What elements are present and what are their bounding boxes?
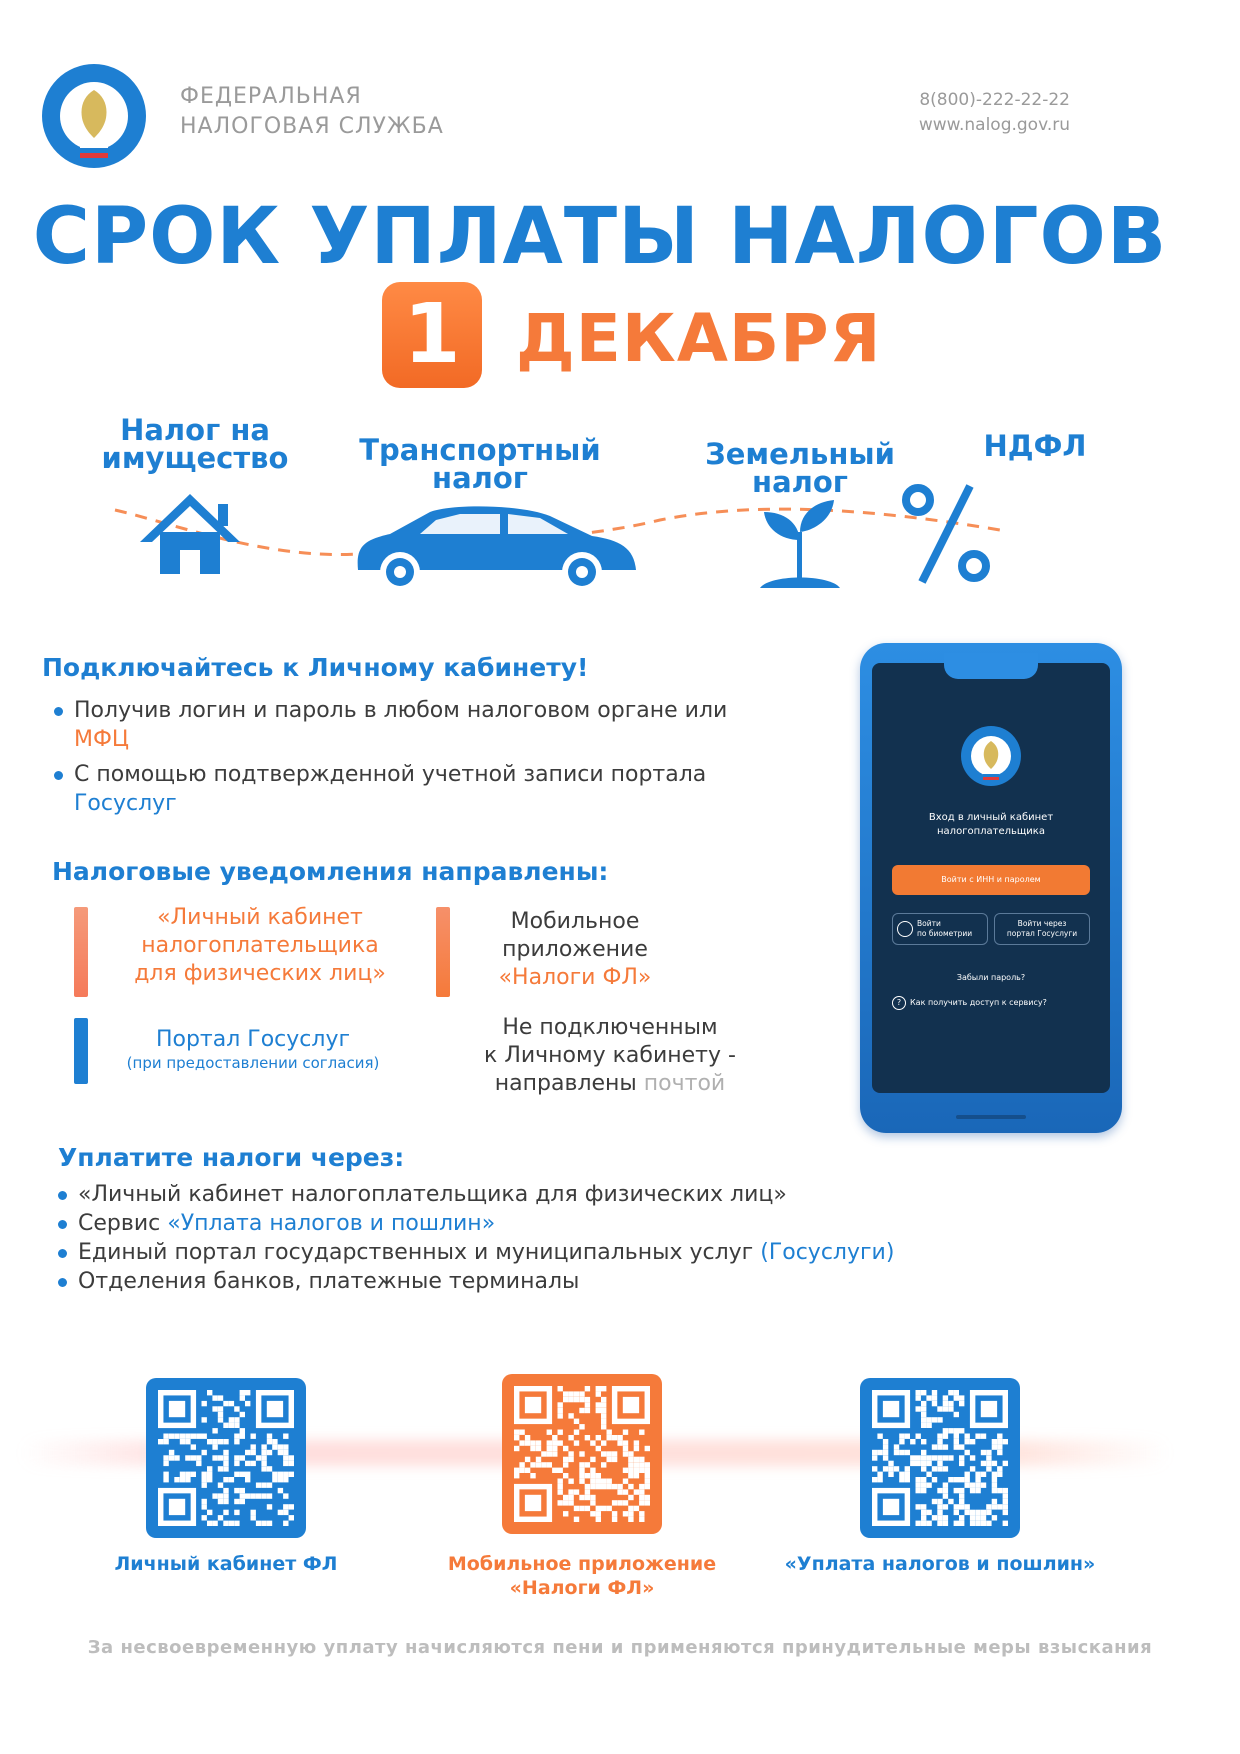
pay-item-service-prefix: Сервис	[78, 1211, 161, 1236]
connect-list	[50, 696, 810, 818]
pay-heading: Уплатите налоги через:	[58, 1143, 405, 1172]
pay-item-banks	[54, 1267, 1054, 1296]
tax-type-property	[100, 413, 290, 475]
notif-app-line3: «Налоги ФЛ»	[498, 965, 652, 990]
house-icon	[140, 494, 240, 574]
pay-item-lk-text: «Личный кабинет налогоплательщика для физических лиц»	[78, 1182, 787, 1207]
pay-item-banks-text: Отделения банков, платежные терминалы	[78, 1269, 580, 1294]
notif-gosuslugi-line2: (при предоставлении согласия)	[126, 1054, 380, 1072]
phone-gosuslugi-line1: Войти через	[1017, 919, 1067, 928]
phone-login-title	[872, 811, 1110, 839]
car-icon	[358, 506, 636, 592]
notif-app-line1: Мобильное	[510, 909, 640, 934]
tax-type-property-line2: имущество	[101, 441, 289, 475]
qr-label-payment	[770, 1552, 1110, 1576]
phone-forgot-password: Забыли пароль?	[956, 973, 1026, 982]
notif-mail-line3: направлены	[494, 1071, 637, 1096]
phone-login-title-line2: налогоплательщика	[937, 826, 1045, 837]
phone-screen	[872, 663, 1110, 1093]
tax-type-land-line1: Земельный	[705, 437, 895, 471]
tax-type-transport-line1: Транспортный	[359, 433, 601, 467]
fingerprint-icon	[897, 921, 913, 937]
qr-pattern	[502, 1374, 662, 1534]
tax-icons-strip	[100, 465, 1100, 610]
lk-bar	[74, 907, 88, 997]
tax-type-land-line2: налог	[752, 465, 848, 499]
question-icon: ?	[892, 996, 906, 1010]
tax-type-ndfl	[960, 429, 1110, 463]
phone-home-indicator	[956, 1115, 1026, 1119]
connect-heading: Подключайтесь к Личному кабинету!	[42, 653, 589, 682]
connect-item-office-text: Получив логин и пароль в любом налоговом органе или	[74, 698, 728, 723]
mail-link: почтой	[643, 1071, 726, 1096]
fns-emblem-logo	[40, 62, 148, 170]
org-name-line2: НАЛОГОВАЯ СЛУЖБА	[180, 114, 444, 139]
notif-mail-line3-wrap	[460, 1070, 760, 1098]
qr-label-app-line2: «Налоги ФЛ»	[509, 1577, 655, 1599]
phone-login-button: Войти с ИНН и паролем	[892, 865, 1090, 895]
contacts	[880, 88, 1070, 138]
pay-item-service	[54, 1209, 1054, 1238]
gosuslugi-link: Госуслуг	[74, 791, 177, 816]
pay-item-gosuslugi	[54, 1238, 1054, 1267]
notif-lk-line2: налогоплательщика	[141, 933, 379, 958]
connect-item-gosuslugi-text: С помощью подтвержденной учетной записи портала	[74, 762, 707, 787]
phone-mockup	[860, 643, 1122, 1133]
notif-gosuslugi-line1: Портал Госуслуг	[155, 1027, 351, 1052]
deadline-day: 1	[382, 282, 482, 388]
phone-biometry-button	[892, 913, 988, 945]
deadline-month: ДЕКАБРЯ	[516, 300, 882, 377]
website-link[interactable]: www.nalog.gov.ru	[918, 115, 1070, 135]
qr-label-app-line1: Мобильное приложение	[447, 1553, 717, 1575]
qr-label-lk-line1: Личный кабинет ФЛ	[114, 1553, 338, 1575]
qr-code-lk[interactable]	[146, 1378, 306, 1538]
qr-pattern	[146, 1378, 306, 1538]
sprout-icon	[760, 500, 840, 588]
app-bar	[436, 907, 450, 997]
notif-mail-line1: Не подключенным	[502, 1015, 718, 1040]
notif-mail-line2: к Личному кабинету -	[484, 1043, 736, 1068]
mfc-link: МФЦ	[74, 727, 129, 752]
notif-lk	[110, 904, 410, 988]
qr-label-app	[432, 1552, 732, 1600]
footer-warning: За несвоевременную уплату начисляются пени и применяются принудительные меры взыскания	[87, 1637, 1153, 1658]
gosuslugi-bar	[74, 1018, 88, 1084]
tax-type-property-line1: Налог на	[120, 413, 270, 447]
org-name-line1: ФЕДЕРАЛЬНАЯ	[180, 84, 362, 109]
pay-item-gosuslugi-prefix: Единый портал государственных и муниципальных услуг	[78, 1240, 754, 1265]
tax-type-transport-line2: налог	[432, 461, 528, 495]
phone-biometry-line2: по биометрии	[917, 929, 973, 938]
phone-emblem-logo	[960, 725, 1022, 787]
qr-pattern	[860, 1378, 1020, 1538]
connect-item-gosuslugi	[50, 760, 810, 818]
hotline-phone: 8(800)-222-22-22	[919, 90, 1070, 110]
phone-notch	[944, 653, 1038, 679]
notif-mail	[460, 1014, 760, 1098]
pay-item-lk	[54, 1180, 1054, 1209]
notif-app-line2: приложение	[502, 937, 648, 962]
percent-icon	[906, 486, 986, 582]
qr-label-lk	[86, 1552, 366, 1576]
qr-code-app[interactable]	[502, 1374, 662, 1534]
pay-gosuslugi-link: (Госуслуги)	[760, 1240, 895, 1265]
phone-help	[892, 996, 1102, 1010]
notif-lk-line3: для физических лиц»	[134, 961, 386, 986]
tax-type-ndfl-line1: НДФЛ	[983, 429, 1087, 463]
phone-gosuslugi-button	[994, 913, 1090, 945]
notif-lk-line1: «Личный кабинет	[157, 905, 363, 930]
phone-gosuslugi-line2: портал Госуслуги	[1006, 929, 1078, 938]
phone-login-title-line1: Вход в личный кабинет	[928, 812, 1054, 823]
page-title: СРОК УПЛАТЫ НАЛОГОВ	[32, 192, 1168, 282]
notif-app	[470, 908, 680, 992]
notifications-heading: Налоговые уведомления направлены:	[52, 857, 609, 886]
connect-item-office	[50, 696, 810, 754]
phone-biometry-line1: Войти	[917, 919, 941, 928]
pay-list	[54, 1180, 1054, 1296]
qr-label-payment-line1: «Уплата налогов и пошлин»	[784, 1553, 1096, 1575]
notif-gosuslugi	[98, 1026, 408, 1072]
phone-help-text: Как получить доступ к сервису?	[910, 998, 1047, 1007]
org-name	[180, 82, 444, 142]
pay-service-link: «Уплата налогов и пошлин»	[167, 1211, 496, 1236]
qr-code-payment[interactable]	[860, 1378, 1020, 1538]
